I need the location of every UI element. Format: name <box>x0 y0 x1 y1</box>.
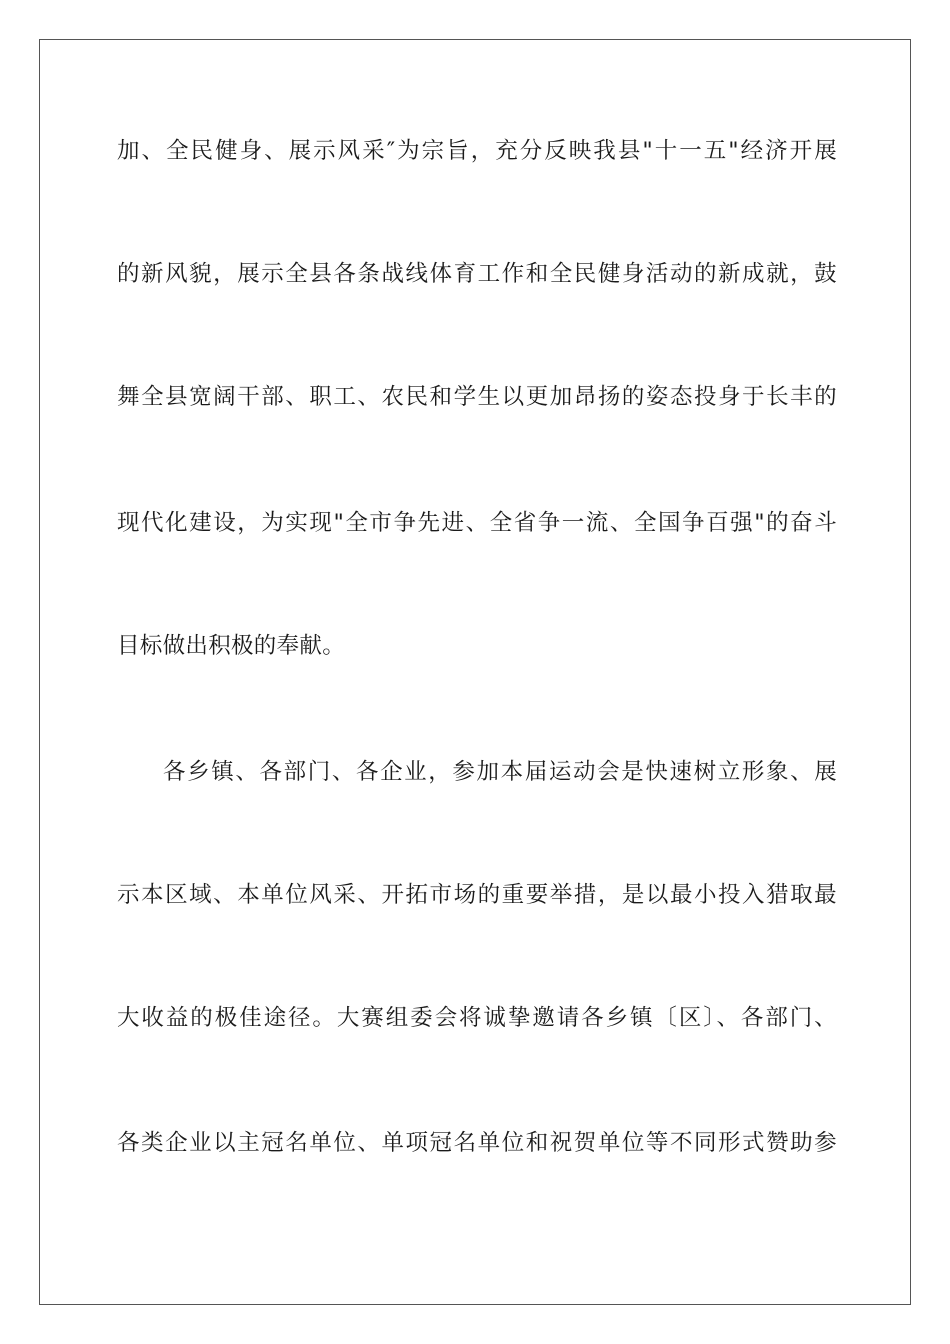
text-line: 目标做出积极的奉献。 <box>117 633 346 659</box>
text-line: 加、全民健身、展示风采″为宗旨，充分反映我县"十一五"经济开展 <box>117 138 837 164</box>
text-line: 舞全县宽阔干部、职工、农民和学生以更加昂扬的姿态投身于长丰的 <box>117 384 837 410</box>
text-line: 各乡镇、各部门、各企业，参加本届运动会是快速树立形象、展 <box>163 759 837 785</box>
page-border <box>39 39 911 1305</box>
text-line: 示本区域、本单位风采、开拓市场的重要举措，是以最小投入猎取最 <box>117 882 837 908</box>
text-line: 各类企业以主冠名单位、单项冠名单位和祝贺单位等不同形式赞助参 <box>117 1130 837 1156</box>
text-line: 大收益的极佳途径。大赛组委会将诚挚邀请各乡镇〔区〕、各部门、 <box>117 1005 837 1031</box>
text-line: 现代化建设，为实现"全市争先进、全省争一流、全国争百强"的奋斗 <box>117 510 837 536</box>
text-line: 的新风貌，展示全县各条战线体育工作和全民健身活动的新成就，鼓 <box>117 261 837 287</box>
